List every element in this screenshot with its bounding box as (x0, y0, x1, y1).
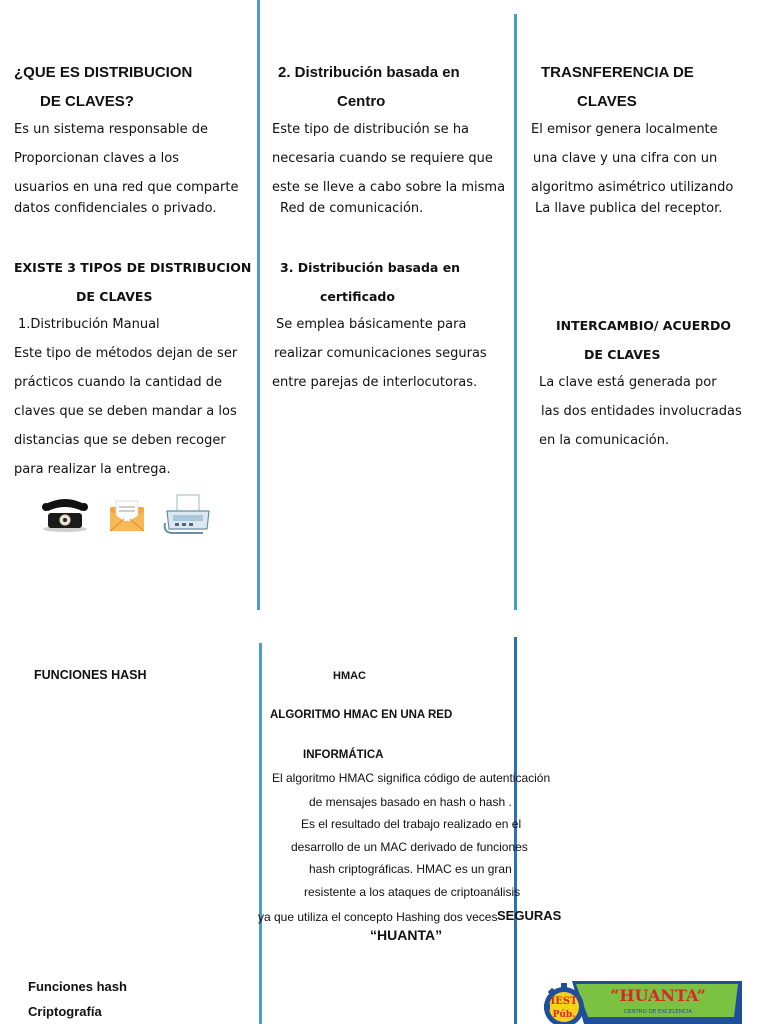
column-divider-right-top (514, 14, 517, 610)
col2-paragraph-line: Este tipo de distribución se ha (272, 122, 470, 137)
col2-paragraph-line: entre parejas de interlocutoras. (272, 375, 478, 390)
logo-badge-text: IEST (550, 996, 578, 1007)
col2-subheading-line2: certificado (320, 289, 395, 304)
envelope-icon (108, 497, 146, 533)
logo-name: “HUANTA” (610, 986, 706, 1005)
logo-graphic (542, 977, 742, 1024)
col3-paragraph-line: El emisor genera localmente (531, 122, 718, 137)
col3-paragraph-line: una clave y una cifra con un (533, 151, 718, 166)
col3-paragraph-line: La clave está generada por (539, 375, 717, 390)
col3-paragraph-line: las dos entidades involucradas (541, 404, 742, 419)
hmac-paragraph-line: de mensajes basado en hash o hash . (309, 795, 512, 809)
col3-subheading-line1: INTERCAMBIO/ ACUERDO (556, 318, 731, 333)
col2-paragraph-line: Se emplea básicamente para (276, 317, 467, 332)
hmac-paragraph-line: desarrollo de un MAC derivado de funciones (291, 840, 528, 854)
hmac-heading: HMAC (333, 670, 366, 682)
seguras-label: SEGURAS (497, 908, 562, 923)
funciones-hash-heading: FUNCIONES HASH (34, 668, 147, 682)
institution-logo (542, 977, 742, 1024)
hmac-paragraph-line: resistente a los ataques de criptoanálisis (304, 885, 521, 899)
logo-badge-sub: Púb. (552, 1010, 576, 1020)
column-divider-left-top (257, 0, 260, 610)
col2-title-line1: 2. Distribución basada en (278, 64, 460, 81)
col2-subheading-line1: 3. Distribución basada en (280, 260, 461, 275)
col1-item-manual: 1.Distribución Manual (18, 317, 160, 332)
fax-icon (163, 493, 213, 535)
hmac-paragraph-line: ya que utiliza el concepto Hashing dos veces (258, 910, 498, 924)
col1-paragraph-line: prácticos cuando la cantidad de (14, 375, 222, 390)
col1-subheading-line1: EXISTE 3 TIPOS DE DISTRIBUCION (14, 260, 252, 275)
col2-paragraph-line: este se lleve a cabo sobre la misma (272, 180, 506, 195)
col3-subheading-line2: DE CLAVES (584, 347, 661, 362)
col2-paragraph-line: Red de comunicación. (280, 201, 424, 216)
col3-title-line1: TRASNFERENCIA DE (541, 64, 694, 81)
hmac-paragraph-line: hash criptográficas. HMAC es un gran (309, 862, 512, 876)
col3-paragraph-line: en la comunicación. (539, 433, 670, 448)
col1-paragraph-line: Este tipo de métodos dejan de ser (14, 346, 238, 361)
list-item-criptografia: Criptografía (28, 1004, 102, 1019)
col3-paragraph-line: algoritmo asimétrico utilizando (531, 180, 734, 195)
col2-paragraph-line: necesaria cuando se requiere que (272, 151, 493, 166)
list-item-funciones-hash: Funciones hash (28, 979, 127, 994)
col1-subheading-line2: DE CLAVES (76, 289, 153, 304)
col2-paragraph-line: realizar comunicaciones seguras (274, 346, 487, 361)
col1-title-line1: ¿QUE ES DISTRIBUCION (14, 64, 193, 81)
col1-paragraph-line: Es un sistema responsable de (14, 122, 209, 137)
col1-paragraph-line: usuarios en una red que comparte (14, 180, 239, 195)
column-divider-left-bottom (259, 643, 262, 1024)
huanta-label: “HUANTA” (370, 927, 443, 943)
col1-title-line2: DE CLAVES? (40, 93, 134, 110)
telephone-icon (40, 495, 90, 533)
hmac-paragraph-line: El algoritmo HMAC significa código de autenticación (272, 771, 551, 785)
col1-paragraph-line: Proporcionan claves a los (14, 151, 179, 166)
logo-tagline: CENTRO DE EXCELENCIA (623, 1009, 693, 1015)
col1-paragraph-line: claves que se deben mandar a los (14, 404, 237, 419)
col3-title-line2: CLAVES (577, 93, 637, 110)
col3-paragraph-line: La llave publica del receptor. (535, 201, 723, 216)
col1-paragraph-line: datos confidenciales o privado. (14, 201, 217, 216)
hmac-paragraph-line: Es el resultado del trabajo realizado en el (301, 817, 522, 831)
col1-paragraph-line: para realizar la entrega. (14, 462, 171, 477)
col1-paragraph-line: distancias que se deben recoger (14, 433, 226, 448)
algoritmo-heading-line1: ALGORITMO HMAC EN UNA RED (270, 709, 453, 721)
algoritmo-heading-line2: INFORMÁTICA (303, 749, 384, 761)
col2-title-line2: Centro (337, 93, 386, 110)
